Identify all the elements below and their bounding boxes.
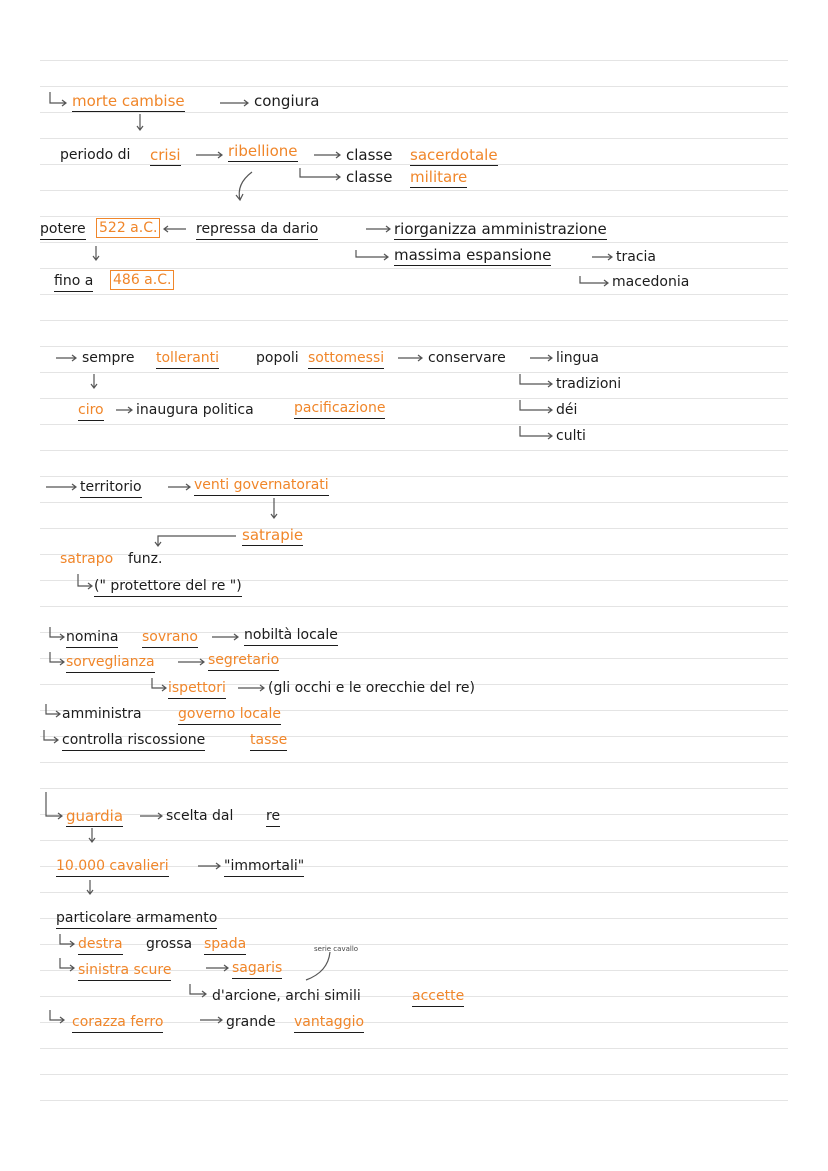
tracia: tracia [616, 249, 656, 265]
dei: déi [556, 402, 578, 418]
sagaris: sagaris [232, 959, 282, 979]
grossa: grossa [146, 936, 193, 952]
corazza-ferro: corazza ferro [72, 1013, 163, 1033]
nomina: nomina [66, 628, 118, 648]
darcione-archi-simili: d'arcione, archi simili [212, 988, 361, 1004]
culti: culti [556, 428, 586, 444]
sovrano: sovrano [142, 628, 198, 648]
tolleranti: tolleranti [156, 349, 219, 369]
lingua: lingua [556, 350, 599, 366]
crisi: crisi [150, 146, 181, 164]
diecimila-cavalieri: 10.000 cavalieri [56, 857, 169, 877]
sottomessi: sottomessi [308, 349, 384, 369]
vantaggio: vantaggio [294, 1013, 364, 1033]
ispettori: ispettori [168, 679, 226, 699]
destra: destra [78, 935, 123, 955]
date-522: 522 a.C. [96, 218, 160, 238]
satrapie: satrapie [242, 526, 304, 544]
fino-a: fino a [54, 272, 93, 292]
territorio: territorio [80, 478, 142, 498]
morte-cambise: morte cambise [72, 92, 185, 110]
grande: grande [226, 1014, 276, 1030]
riorganizza-amministrazione: riorganizza amministrazione [394, 220, 607, 238]
margin-note: serie cavallo [314, 945, 359, 953]
tradizioni: tradizioni [556, 376, 622, 392]
congiura: congiura [254, 92, 320, 110]
governo-locale: governo locale [178, 705, 281, 725]
repressa-da-dario: repressa da dario [196, 220, 318, 240]
periodo-di: periodo di [60, 147, 131, 163]
segretario: segretario [208, 651, 279, 671]
sacerdotale: sacerdotale [410, 146, 498, 164]
guardia: guardia [66, 807, 124, 825]
occhi-e-orecchie: (gli occhi e le orecchie del re) [268, 680, 475, 696]
venti-governatorati: venti governatorati [194, 476, 329, 496]
particolare-armamento: particolare armamento [56, 909, 217, 929]
protettore-del-re: (" protettore del re ") [94, 577, 242, 597]
ribellione: ribellione [228, 142, 298, 160]
popoli: popoli [256, 350, 299, 366]
conservare: conservare [428, 350, 506, 366]
immortali: "immortali" [224, 857, 304, 877]
pacificazione: pacificazione [294, 399, 385, 419]
sinistra-scure: sinistra scure [78, 961, 171, 981]
sempre: sempre [82, 350, 135, 366]
satrapo: satrapo [60, 551, 114, 567]
date-486: 486 a.C. [110, 270, 174, 290]
scelta-dal: scelta dal [166, 808, 234, 824]
potere: potere [40, 220, 86, 240]
funz: funz. [128, 551, 163, 567]
nobilta-locale: nobiltà locale [244, 626, 338, 646]
amministra: amministra [62, 706, 142, 722]
massima-espansione: massima espansione [394, 246, 552, 264]
re: re [266, 807, 280, 827]
controlla-riscossione: controlla riscossione [62, 731, 205, 751]
macedonia: macedonia [612, 274, 690, 290]
militare: militare [410, 168, 468, 186]
ciro: ciro [78, 401, 104, 421]
classe-militare-label: classe [346, 168, 393, 186]
classe-sacerdotale-label: classe [346, 146, 393, 164]
inaugura-politica: inaugura politica [136, 402, 254, 418]
sorveglianza: sorveglianza [66, 653, 155, 673]
tasse: tasse [250, 731, 287, 751]
accette: accette [412, 987, 464, 1007]
spada: spada [204, 935, 246, 955]
